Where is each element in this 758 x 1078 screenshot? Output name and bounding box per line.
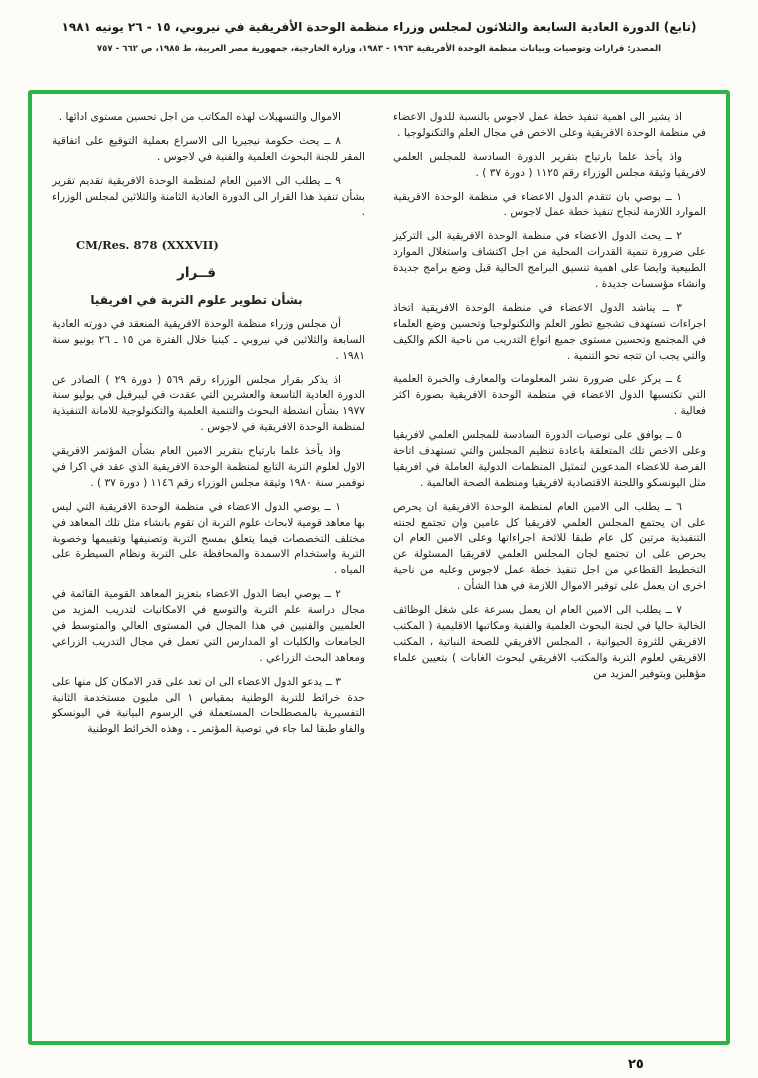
header-source: المصدر: قرارات وتوصيات وبيانات منظمة الوحدة الأفريقية ١٩٦٣ - ١٩٨٣، وزارة الخارجية، جمهورية مصر العربية، ط ١٩٨٥، ص ٦٦٢ - ٧٥٧ — [96, 44, 662, 54]
page-header — [0, 0, 758, 54]
resolution-heading: قــرار — [177, 264, 216, 281]
paragraph: واذ يأخذ علما بارتياح بتقرير الدورة السادسة للمجلس العلمي لافريقيا وثيقة مجلس الوزراء رقم ١١٢٥ ( دورة ٣٧ ) . — [393, 150, 706, 179]
paragraph: اذ يشير الى اهمية تنفيذ خطة عمل لاجوس بالنسبة للدول الاعضاء في منظمة الوحدة الافريقية وعلى الاخص في مجال العلم والتكنولوجيا . — [393, 111, 706, 139]
paragraph: ٨ ــ يحث حكومة نيجيريا الى الاسراع بعملية التوقيع على اتفاقية المقر للجنة البحوث العلمية والفنية في لاجوس . — [52, 134, 365, 163]
paragraph: أن مجلس وزراء منظمة الوحدة الافريقية المنعقد في دورته العادية السابعة والثلاثين في نيروبي ـ كينيا خلال الفترة من ١٥ ـ ٢٦ يونيو سنة ١٩٨١ . — [52, 317, 366, 362]
paragraph: الاموال والتسهيلات لهذه المكاتب من اجل تحسين مستوى ادائها . — [58, 111, 341, 123]
paragraph: ٣ ــ يناشد الدول الاعضاء في منظمة الوحدة الافريقية اتخاذ اجراءات تستهدف تشجيع تطور العلم والتكنولوجيا وتحسين وضع العلماء في المجتمع وتحسين مستوى جميع انواع التدريب من ناحية الكم والكيف والتي يجب ان تتجه نحو التنمية . — [393, 301, 706, 362]
paragraph: ٧ ــ يطلب الى الامين العام ان يعمل بسرعة على شغل الوظائف الخالية حاليا في لجنة البحوث العلمية والفنية ومكاتبها الاقليمية ( المكتب الافريقي للثروة الحيوانية ، المجلس الافريقي للصحة النباتية ، المكتب الافريقي لعلوم التربة والمكتب الافريقي لبحوث الغابات ) بتعيين علماء مؤهلين وبتوفير المزيد من — [393, 604, 706, 680]
paragraph: ٥ ــ يوافق على توصيات الدورة السادسة للمجلس العلمي لافريقيا وعلى الاخص تلك المتعلقة باعادة تنظيم المجلس والتي تستهدف اتاحة الفرصة للاعضاء المدعوين لتمثيل المنظمات الدولية العاملة في افريقيا مثل اليونسكو واللجنة الاقتصادية لافريقيا ومنظمة الصحة العالمية . — [393, 429, 706, 489]
paragraph: ٢ ــ يوصي ايضا الدول الاعضاء بتعزيز المعاهد القومية القائمة في مجال دراسة علم التربة والتوسع في الامكانيات لتدريب المزيد من العلميين والفنيين في هذا المجال في المستوى العالي والمتوسط في الجامعات والكليات او المدارس التي تعمل في مجال التدريب الزراعي ومعاهد البحث الزراعي . — [52, 588, 365, 664]
paragraph: واذ يأخذ علما بارتياح بتقرير الامين العام بشأن المؤتمر الافريقي الاول لعلوم التربة التابع لمنظمة الوحدة الافريقية الذي عقد في اكرا في نوفمبر سنة ١٩٨٠ وثيقة مجلس الوزراء رقم ١١٤٦ ( دورة ٣٧ ) . — [52, 445, 365, 489]
paragraph: ٦ ــ يطلب الى الامين العام لمنظمة الوحدة الافريقية ان يحرص على ان يجتمع المجلس العلمي لافريقيا كل عامين وان تجتمع لجنته التنفيذية مرتين كل عام طبقا للائحة اجراءاتها وعلى الامين العام ان يحرص على ان تجتمع لجان المجلس العلمي لافريقيا المسئولة عن التخطيط القطاعي من اجل تنفيذ خطة عمل لاجوس وعليه من ناحية اخرى ان يعمل على توفير الاموال اللازمة في هذا الشأن . — [393, 500, 706, 593]
right-column — [393, 110, 706, 1029]
paragraph: اذ يذكر بقرار مجلس الوزراء رقم ٥٦٩ ( دورة ٢٩ ) الصادر عن الدورة العادية التاسعة والعشرين التي عقدت في ليبرفيل في يوليو سنة ١٩٧٧ بشأن انشطة البحوث والتنمية العلمية والتكنولوجية للامانة التنفيذية لمنظمة الوحدة الافريقية في لاجوس . — [52, 373, 365, 434]
paragraph: ٣ ــ يدعو الدول الاعضاء الى ان تعد على قدر الامكان كل منها على حدة خرائط للتربة الوطنية بمقياس ١ الى مليون مستخدمة الثانية التفسيرية بالمصطلحات المستعملة في الرسوم البيانية في اليونسكو والفاو طبقا لما جاء في توصية المؤتمر ـ ، وهذه الخرائط الوطنية — [52, 675, 365, 736]
paragraph: ٢ ــ يحث الدول الاعضاء في منظمة الوحدة الافريقية الى التركيز على ضرورة تنمية القدرات المحلية من اجل اكتشاف واستغلال الموارد الطبيعية وايضا على اهمية تنسيق البرامج الحالية قبل وضع برامج جديدة وانشاء مؤسسات جديدة . — [393, 230, 706, 291]
text-columns — [52, 110, 706, 1029]
left-column — [52, 110, 365, 1029]
paragraph: ١ ــ يوصي الدول الاعضاء في منظمة الوحدة الافريقية التي ليس بها معاهد قومية لابحاث علوم التربة ان تقوم بانشاء مثل تلك المعاهد في مختلف التخصصات فيما يتعلق بمسح التربة وتصنيفها وتقييمها وخصوبة التربة واستخدام الاسمدة والمحافظة على التربة ونظام السيطرة على المياه . — [52, 500, 365, 577]
resolution-id: CM/Res. 878 (XXXVII) — [76, 238, 219, 253]
paragraph: ٤ ــ يركز على ضرورة نشر المعلومات والمعارف والخبرة العلمية التي تكتسبها الدول الاعضاء في منظمة الوحدة الافريقية بصورة اكثر فعالية . — [393, 373, 706, 418]
paragraph: ١ ــ يوصي بان تتقدم الدول الاعضاء في منظمة الوحدة الافريقية الموارد اللازمة لنجاح تنفيذ خطة عمل لاجوس . — [393, 190, 706, 219]
header-title: (تابع) الدورة العادية السابعة والثلاثون لمجلس وزراء منظمة الوحدة الأفريقية في نيروبي، ١٥ - ٢٦ يونيه ١٩٨١ — [61, 20, 697, 34]
content-box — [28, 90, 730, 1045]
resolution-subheading: بشأن تطوير علوم التربة في افريقيا — [90, 292, 303, 307]
paragraph: ٩ ــ يطلب الى الامين العام لمنظمة الوحدة الافريقية تقديم تقرير بشأن تنفيذ هذا القرار الى الدورة العادية الثامنة والثلاثين لمجلس الوزراء . — [52, 174, 365, 219]
page-number: ٢٥ — [628, 1057, 644, 1072]
